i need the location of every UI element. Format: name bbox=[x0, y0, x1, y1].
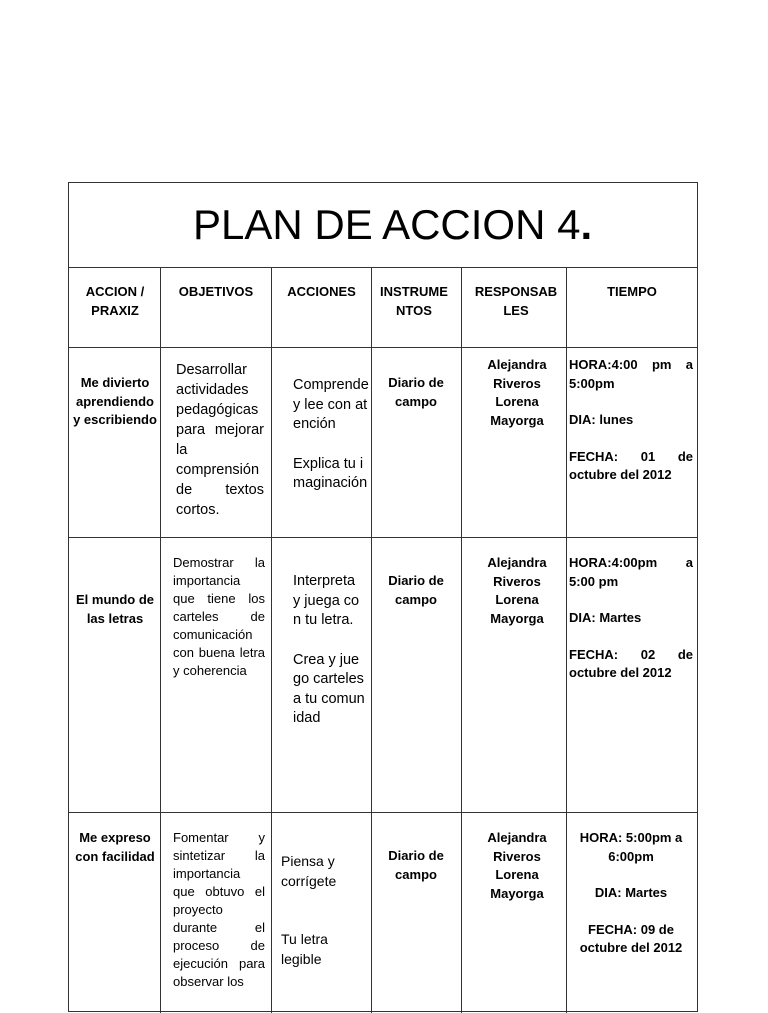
row2-responsables: Alejandra Riveros Lorena Mayorga bbox=[487, 555, 547, 626]
row1-objetivo: Desarrollar actividades pedagógicas para mejorar la comprensión de textos cortos. bbox=[176, 362, 264, 518]
row3-fecha: FECHA: 09 de octubre del 2012 bbox=[579, 921, 683, 955]
row-divider bbox=[69, 537, 697, 538]
row3-instrumento: Diario de campo bbox=[388, 848, 444, 882]
row-divider bbox=[69, 347, 697, 348]
row1-dia: DIA: lunes bbox=[569, 412, 634, 427]
row2-dia: DIA: Martes bbox=[569, 610, 642, 625]
column-divider bbox=[566, 267, 567, 1013]
row2-acciones bbox=[293, 572, 365, 729]
column-divider bbox=[271, 267, 272, 1013]
row-divider bbox=[69, 812, 697, 813]
row2-fecha: FECHA: 02 de octubre del 2012 bbox=[569, 646, 693, 680]
row1-instrumento: Diario de campo bbox=[388, 375, 444, 409]
column-divider bbox=[160, 267, 161, 1013]
row3-hora: HORA: 5:00pm a 6:00pm bbox=[579, 830, 683, 864]
row1-fecha: FECHA: 01 de octubre del 2012 bbox=[569, 448, 693, 482]
header-responsables: RESPONSAB LES bbox=[474, 284, 558, 318]
row1-acciones bbox=[293, 376, 369, 494]
row1-hora: HORA:4:00 pm a 5:00pm bbox=[569, 357, 693, 391]
row1-accion-item: Comprende y lee con atención bbox=[293, 377, 369, 432]
row1-accion-item: Explica tu imaginación bbox=[293, 455, 368, 491]
row3-tiempo bbox=[569, 829, 693, 958]
row2-accion-item: Interpreta y juega con tu letra. bbox=[293, 573, 360, 628]
row3-accion: Me expreso con facilidad bbox=[75, 830, 155, 864]
header-instrumentos: INSTRUME NTOS bbox=[380, 284, 448, 318]
action-plan-table bbox=[68, 182, 698, 1012]
row1-accion: Me divierto aprendiendo y escribiendo bbox=[73, 375, 157, 427]
title-row bbox=[69, 183, 697, 268]
row2-hora: HORA:4:00pm a 5:00 pm bbox=[569, 555, 693, 589]
row1-tiempo bbox=[569, 356, 693, 485]
page-title: PLAN DE ACCION 4. bbox=[193, 201, 593, 248]
row3-accion-item: Tu letra legible bbox=[281, 931, 328, 967]
row2-instrumento: Diario de campo bbox=[388, 573, 444, 607]
header-accion: ACCION / PRAXIZ bbox=[85, 284, 145, 318]
row3-acciones bbox=[281, 851, 365, 969]
header-acciones: ACCIONES bbox=[287, 284, 356, 299]
column-divider bbox=[371, 267, 372, 1013]
row3-accion-item: Piensa y corrígete bbox=[281, 853, 337, 889]
row2-objetivo: Demostrar la importancia que tiene los carteles de comunicación con buena letra y coherencia bbox=[173, 555, 265, 678]
row2-accion-item: Crea y juego carteles a tu comunidad bbox=[293, 651, 365, 726]
row2-accion: El mundo de las letras bbox=[76, 592, 154, 626]
header-objetivos: OBJETIVOS bbox=[178, 284, 254, 299]
column-divider bbox=[461, 267, 462, 1013]
row3-dia: DIA: Martes bbox=[594, 885, 668, 900]
row2-tiempo bbox=[569, 554, 693, 683]
row3-responsables: Alejandra Riveros Lorena Mayorga bbox=[487, 830, 547, 901]
header-tiempo: TIEMPO bbox=[607, 284, 657, 299]
row3-objetivo: Fomentar y sintetizar la importancia que obtuvo el proyecto durante el proceso de ejecución para observar los bbox=[173, 830, 265, 989]
row1-responsables: Alejandra Riveros Lorena Mayorga bbox=[487, 357, 547, 428]
